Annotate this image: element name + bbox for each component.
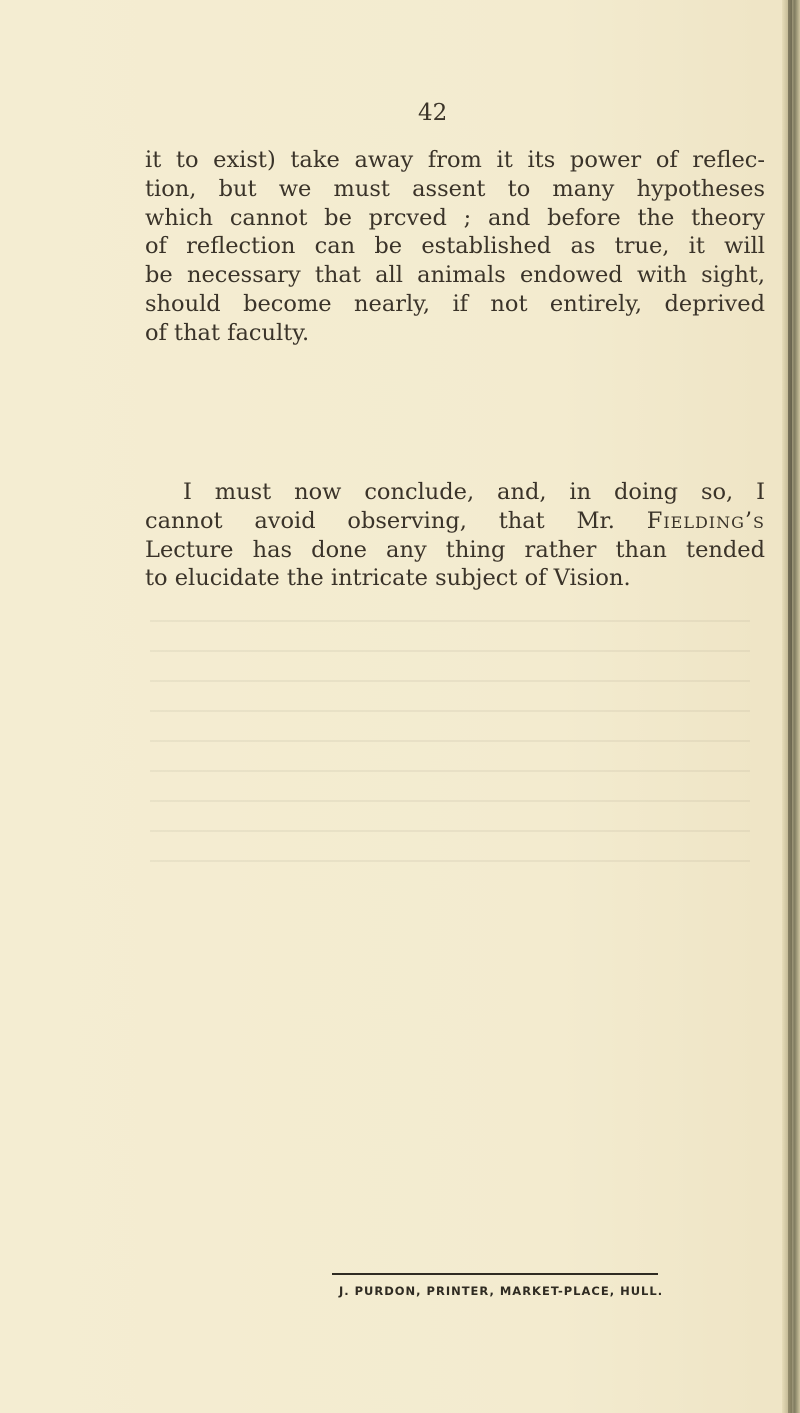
text-line: of reflection can be established as true, it will [145,233,765,260]
text-line: I must now conclude, and, in doing so, I [183,479,765,505]
footer-rule [332,1273,658,1275]
text-line: tion, but we must assent to many hypotheses [145,175,765,202]
text-line: which cannot be prcved ; and before the theory [145,204,765,231]
text-line: should become nearly, if not entirely, deprived [145,290,765,317]
author-name: Fielding’s [646,507,765,534]
page-edge-shadow [788,0,792,1413]
text-line: Lecture has done any thing rather than tended [145,536,765,563]
paragraph-1 [145,146,765,348]
printer-imprint: J. PURDON, PRINTER, MARKET-PLACE, HULL. [338,1284,664,1298]
page-number: 42 [418,100,448,126]
text-line [145,507,765,536]
text-fragment: cannot avoid observing, that Mr. [145,507,615,534]
text-line: to elucidate the intricate subject of Vision. [145,565,631,592]
text-line: be necessary that all animals endowed with sight, [145,262,765,289]
bleed-through-texture [150,620,750,880]
text-line: it to exist) take away from it its power of reflec- [145,147,765,173]
text-line: of that faculty. [145,319,310,346]
paragraph-2 [145,478,765,593]
